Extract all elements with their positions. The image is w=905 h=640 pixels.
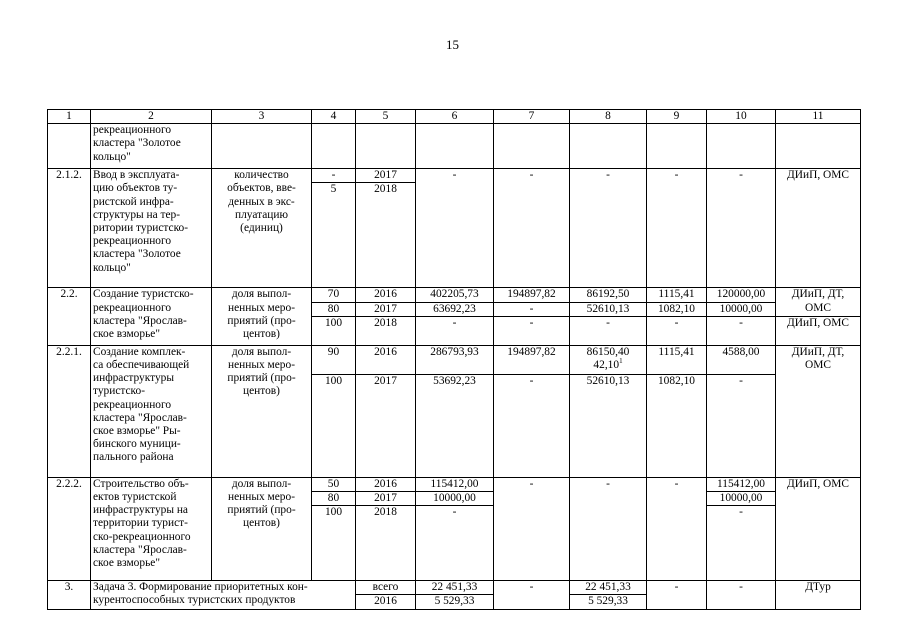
executor: ДИиП, ДТ, ОМС bbox=[776, 345, 861, 477]
indicator-value: - bbox=[312, 169, 356, 183]
amount-fb: - bbox=[494, 169, 570, 288]
amount-other: 10000,00 bbox=[707, 302, 776, 316]
amount-total: 10000,00 bbox=[416, 492, 494, 506]
column-header: 8 bbox=[570, 110, 647, 124]
indicator-value: 100 bbox=[312, 374, 356, 477]
indicator-name: доля выпол- ненных меро- приятий (про- центов) bbox=[212, 288, 312, 345]
amount-fb: - bbox=[494, 302, 570, 316]
indicator-value: 80 bbox=[312, 492, 356, 506]
amount-mb: - bbox=[647, 581, 707, 609]
executor: ДИиП, ОМС bbox=[776, 477, 861, 580]
amount-other: - bbox=[707, 581, 776, 609]
year: 2016 bbox=[356, 288, 416, 302]
executor: ДТур bbox=[776, 581, 861, 609]
year: 2017 bbox=[356, 169, 416, 183]
indicator-value: 5 bbox=[312, 183, 356, 288]
table-header-row bbox=[48, 110, 861, 124]
amount-total: - bbox=[416, 316, 494, 345]
amount-mb: 1115,41 bbox=[647, 288, 707, 302]
year: 2017 bbox=[356, 492, 416, 506]
activity-name: Создание комплек- са обеспечивающей инфраструктуры туристско- рекреационного кластера "Ярослав- ское взморье" Ры- бинского муници- пального района bbox=[91, 345, 212, 477]
column-header: 11 bbox=[776, 110, 861, 124]
amount-ob: 52610,13 bbox=[570, 374, 647, 477]
indicator-name: количество объектов, вве- денных в экс- плуатацию (единиц) bbox=[212, 169, 312, 288]
table-row bbox=[48, 288, 861, 302]
column-header: 4 bbox=[312, 110, 356, 124]
page-number: 15 bbox=[446, 37, 459, 52]
amount-ob: 22 451,33 bbox=[570, 581, 647, 595]
footnote-mark: 1 bbox=[619, 357, 623, 366]
indicator-value: 90 bbox=[312, 345, 356, 374]
executor: ДИиП, ДТ, ОМС bbox=[776, 288, 861, 316]
row-number: 2.2. bbox=[48, 288, 91, 345]
year: 2017 bbox=[356, 374, 416, 477]
amount-other: - bbox=[707, 374, 776, 477]
amount-fb: 194897,82 bbox=[494, 345, 570, 374]
amount-total: 22 451,33 bbox=[416, 581, 494, 595]
indicator-value: 50 bbox=[312, 477, 356, 491]
amount-total: 286793,93 bbox=[416, 345, 494, 374]
amount-total: 115412,00 bbox=[416, 477, 494, 491]
indicator-value: 80 bbox=[312, 302, 356, 316]
amount-ob: 52610,13 bbox=[570, 302, 647, 316]
column-header: 9 bbox=[647, 110, 707, 124]
column-header: 7 bbox=[494, 110, 570, 124]
activity-name: Создание туристско- рекреационного кластера "Ярослав- ское взморье" bbox=[91, 288, 212, 345]
continued-name-cell: рекреационного кластера "Золотое кольцо" bbox=[91, 124, 212, 169]
column-header: 5 bbox=[356, 110, 416, 124]
amount-total: 53692,23 bbox=[416, 374, 494, 477]
column-header: 10 bbox=[707, 110, 776, 124]
amount-fb: 194897,82 bbox=[494, 288, 570, 302]
table-row bbox=[48, 581, 861, 595]
amount-other: - bbox=[707, 169, 776, 288]
amount-fb: - bbox=[494, 477, 570, 580]
table-row bbox=[48, 124, 861, 169]
row-number: 3. bbox=[48, 581, 91, 609]
row-number: 2.1.2. bbox=[48, 169, 91, 288]
amount-mb: 1082,10 bbox=[647, 302, 707, 316]
amount-ob: - bbox=[570, 169, 647, 288]
activity-name: Ввод в эксплуата- цию объектов ту- ристской инфра- структуры на тер- ритории туристско- рекреационного кластера "Золотое кольцо" bbox=[91, 169, 212, 288]
amount-mb: - bbox=[647, 477, 707, 580]
amount-fb: - bbox=[494, 374, 570, 477]
table-row bbox=[48, 345, 861, 374]
amount-other: 115412,00 bbox=[707, 477, 776, 491]
amount-mb: - bbox=[647, 316, 707, 345]
amount-mb: - bbox=[647, 169, 707, 288]
amount-total: 402205,73 bbox=[416, 288, 494, 302]
amount-other: 10000,00 bbox=[707, 492, 776, 506]
amount-ob: 86192,50 bbox=[570, 288, 647, 302]
table-row bbox=[48, 477, 861, 491]
task-title: Задача 3. Формирование приоритетных кон- курентоспособных туристских продуктов bbox=[91, 581, 356, 609]
amount-ob: - bbox=[570, 477, 647, 580]
year: 2018 bbox=[356, 183, 416, 288]
amount-ob: - bbox=[570, 316, 647, 345]
period-label: всего bbox=[356, 581, 416, 595]
executor: ДИиП, ОМС bbox=[776, 316, 861, 345]
amount-other: 4588,00 bbox=[707, 345, 776, 374]
indicator-value: 100 bbox=[312, 506, 356, 581]
activity-name: Строительство объ- ектов туристской инфраструктуры на территории турист- ско-рекреационного кластера "Ярослав- ское взморье" bbox=[91, 477, 212, 580]
indicator-value: 70 bbox=[312, 288, 356, 302]
year: 2018 bbox=[356, 316, 416, 345]
amount-ob: 5 529,33 bbox=[570, 595, 647, 609]
amount-ob-value: 86150,40 bbox=[586, 345, 630, 358]
indicator-name: доля выпол- ненных меро- приятий (про- центов) bbox=[212, 477, 312, 580]
indicator-name: доля выпол- ненных меро- приятий (про- центов) bbox=[212, 345, 312, 477]
amount-mb: 1115,41 bbox=[647, 345, 707, 374]
amount-mb: 1082,10 bbox=[647, 374, 707, 477]
amount-fb: - bbox=[494, 316, 570, 345]
table-row bbox=[48, 169, 861, 183]
row-number: 2.2.2. bbox=[48, 477, 91, 580]
amount-other: - bbox=[707, 506, 776, 581]
year: 2016 bbox=[356, 345, 416, 374]
executor: ДИиП, ОМС bbox=[776, 169, 861, 288]
column-header: 1 bbox=[48, 110, 91, 124]
column-header: 6 bbox=[416, 110, 494, 124]
amount-total: - bbox=[416, 169, 494, 288]
year: 2018 bbox=[356, 506, 416, 581]
column-header: 2 bbox=[91, 110, 212, 124]
year: 2017 bbox=[356, 302, 416, 316]
year: 2016 bbox=[356, 477, 416, 491]
row-number: 2.2.1. bbox=[48, 345, 91, 477]
program-table bbox=[47, 109, 860, 610]
period-label: 2016 bbox=[356, 595, 416, 609]
amount-fb: - bbox=[494, 581, 570, 609]
column-header: 3 bbox=[212, 110, 312, 124]
indicator-value: 100 bbox=[312, 316, 356, 345]
amount-ob bbox=[570, 345, 647, 374]
amount-total: 63692,23 bbox=[416, 302, 494, 316]
amount-other: 120000,00 bbox=[707, 288, 776, 302]
amount-total: 5 529,33 bbox=[416, 595, 494, 609]
amount-total: - bbox=[416, 506, 494, 581]
amount-other: - bbox=[707, 316, 776, 345]
amount-ob-extra: 42,10 bbox=[593, 359, 620, 372]
